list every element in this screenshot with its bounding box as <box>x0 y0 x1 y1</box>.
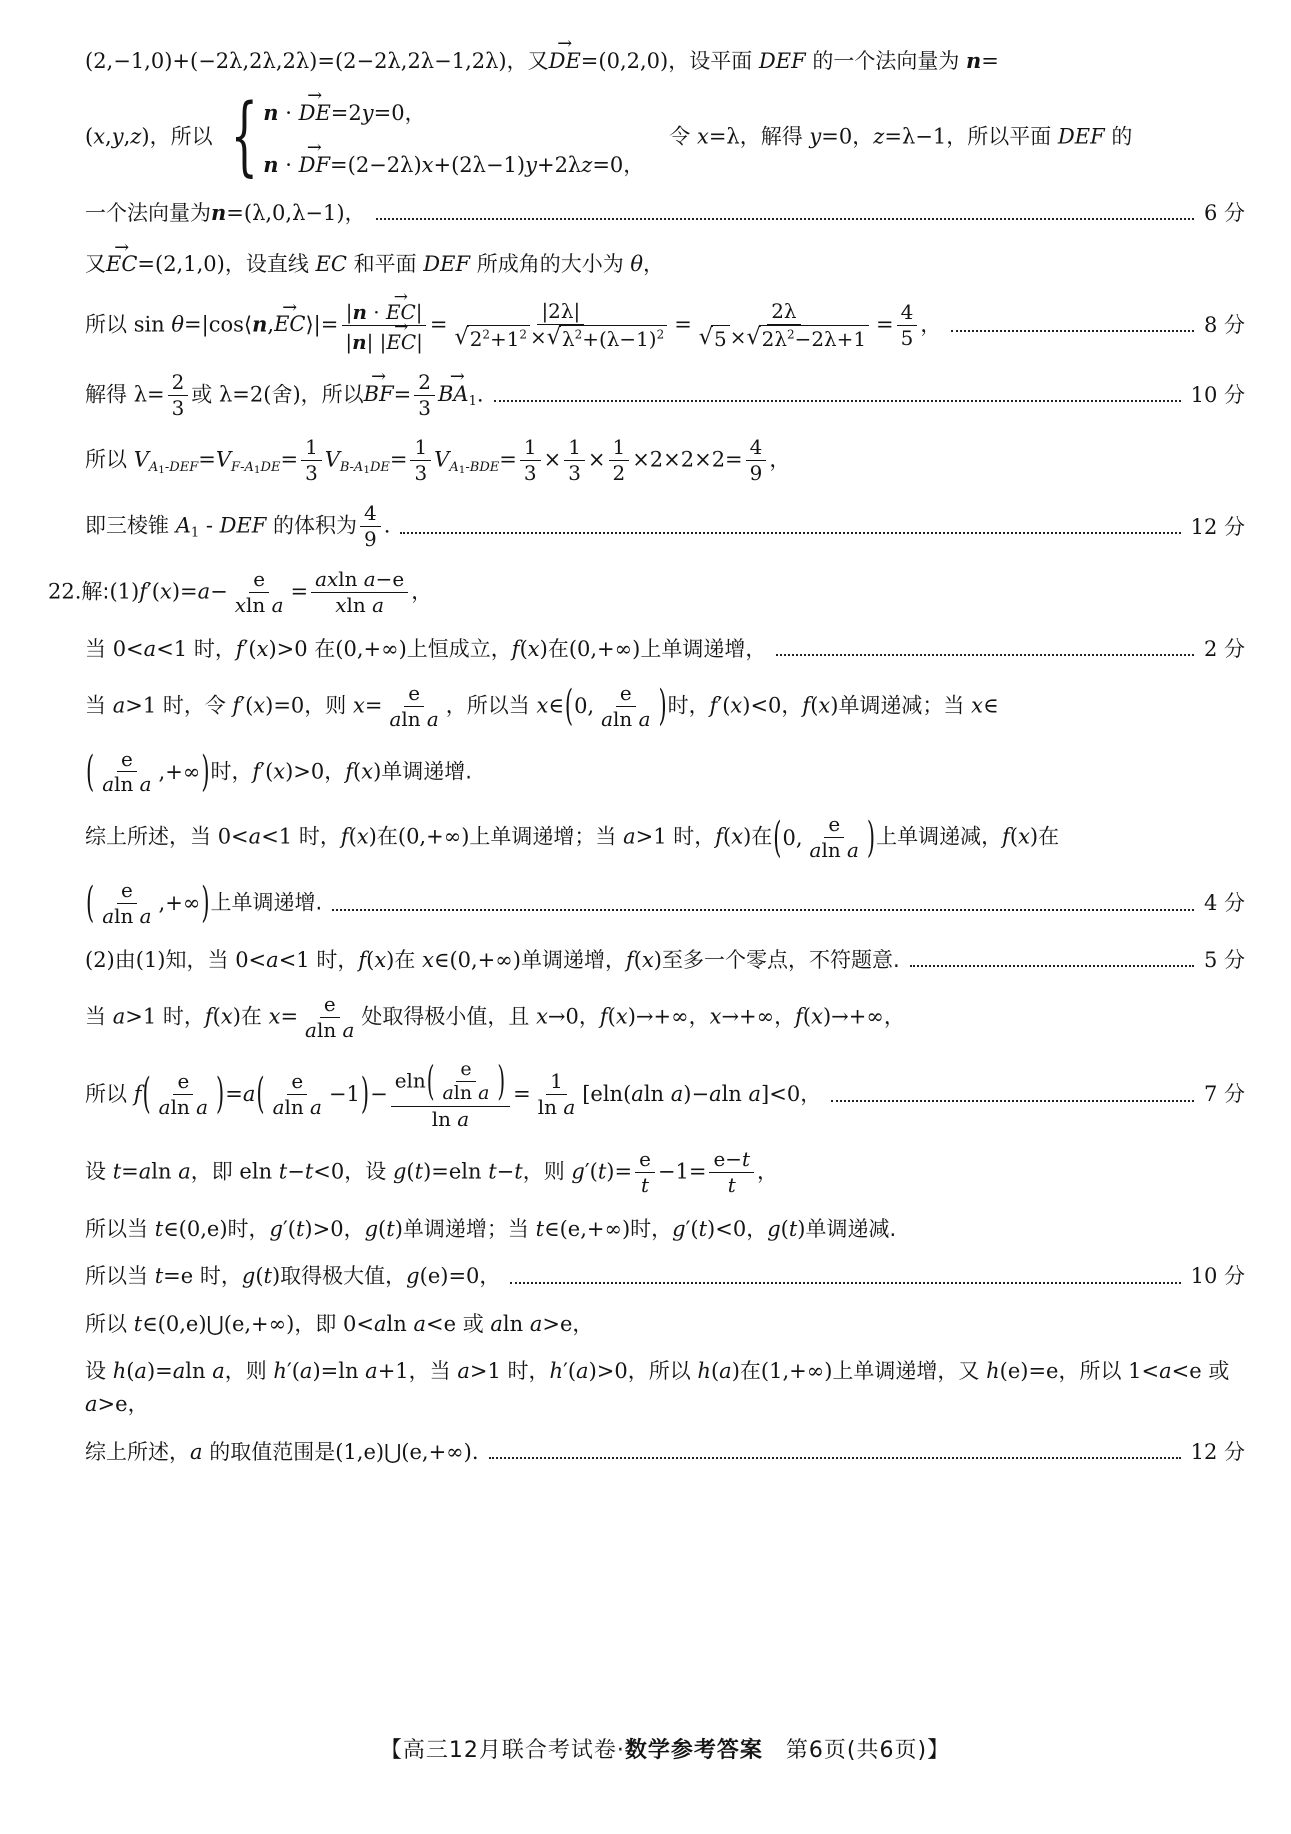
line-body: 解得 λ= $\frac{2}{3}$ 或 λ=2(舍)，所以→ BF= $\frac{2}{3}$ → $BA_1$. <box>85 370 484 421</box>
fraction: $\frac{e}{\text{aln a}}$ <box>442 1057 490 1105</box>
dotted-leader <box>494 400 1181 402</box>
fraction: $\frac{1}{\text{ln a}}$ <box>537 1069 576 1120</box>
fraction: $\frac{e}{\text{xln a}}$ <box>234 567 284 618</box>
solution-content <box>48 26 1245 1733</box>
equation-system: { n · → DE=2y=0， n · → DF=(2−2λ)x+(2λ−1)y+2λz=0， <box>217 93 645 182</box>
dotted-leader <box>332 909 1194 911</box>
score-label: 10 分 <box>1190 382 1245 407</box>
score-label: 2 分 <box>1203 637 1245 662</box>
line-body: (2)由(1)知，当 0<a<1 时，f(x)在 x∈(0,+∞)单调递增，f(x)至多一个零点，不符题意. <box>85 948 900 973</box>
score-label: 8 分 <box>1203 312 1245 337</box>
vector-arrow: → DE <box>299 97 331 130</box>
solution-line: (2,−1,0)+(−2λ,2λ,2λ)=(2−2λ,2λ−1,2λ)，又→ DE=(0,2,0)，设平面 DEF 的一个法向量为 n= <box>85 41 1245 78</box>
solution-line <box>85 296 1245 355</box>
page-footer <box>85 1733 1245 1764</box>
solution-line <box>85 501 1245 552</box>
fraction: $\frac{e}{t}$ <box>635 1147 655 1198</box>
fraction: $\frac{e}{\text{aln a}}$ <box>272 1069 322 1120</box>
fraction: $\frac{4}{5}$ <box>897 300 918 351</box>
vector-arrow: → EC <box>106 248 137 281</box>
line-body: 即三棱锥 $A_1$ - DEF 的体积为 $\frac{4}{9}$ . <box>85 501 391 552</box>
fraction: $\frac{e}{\text{aln a}}$ <box>158 1069 209 1120</box>
solution-line: 设 t=aln a，即 eln t−t<0，设 g(t)=eln t−t，则 g′(t)= $\frac{e}{t}$ −1= $\frac{e-t}{t}$ ， <box>85 1146 778 1197</box>
dotted-leader <box>489 1457 1181 1459</box>
fraction: $\frac{\text{axln a−e}}{\text{xln a}}$ <box>311 567 408 618</box>
fraction: $\frac{e}{\text{aln a}}$ <box>102 746 152 797</box>
score-label: 12 分 <box>1190 1439 1245 1464</box>
solution-line <box>85 1058 1245 1132</box>
vector-arrow: → $BA_1$ <box>438 378 477 411</box>
solution-line: 所以 $V_{A_1-DEF}=V_{F-A_1DE}=$ $\frac{1}{3}$ $V_{B-A_1DE}=$ $\frac{1}{3}$ $V_{A_1-BDE}=$ $\frac{1}{3}$ × $\frac{1}{3}$ × $\frac{1}{2}$ ×2×2×2= $\frac{4}{9}$ ， <box>85 435 791 486</box>
dotted-leader <box>510 1282 1180 1284</box>
solution-line: ( $\frac{e}{\text{aln a}}$ ,+∞ ) 时，f′(x)>0，f(x)单调递增. <box>86 746 472 797</box>
fraction: $\frac{e-t}{t}$ <box>709 1147 754 1198</box>
fraction: $\frac{4}{9}$ <box>746 435 767 486</box>
line-body: 所以当 t=e 时，g(t)取得极大值，g(e)=0， <box>85 1264 501 1289</box>
fraction: eln ( $\frac{e}{\text{aln a}}$ ) ln a <box>391 1058 510 1132</box>
footer-pre: 【高三12月联合考试卷· <box>379 1738 625 1763</box>
dotted-leader <box>400 532 1180 534</box>
score-label: 12 分 <box>1190 514 1245 539</box>
line-body: 当 0<a<1 时，f′(x)>0 在(0,+∞)上恒成立，f(x)在(0,+∞)上单调递增， <box>85 637 767 662</box>
score-label: 7 分 <box>1203 1082 1245 1107</box>
fraction: 2λ √ 5 × √ $2\lambda^2-2\lambda+1$ <box>695 299 873 352</box>
vector-arrow: → DE <box>549 45 581 78</box>
solution-line: 当 a>1 时，令 f′(x)=0，则 x= $\frac{e}{\text{aln a}}$ ，所以当 x∈ ( 0, $\frac{e}{\text{aln a}}$ ) 时，f′(x)<0，f(x)单调递减；当 x∈ <box>85 680 999 731</box>
solution-line: 所以当 t∈(0,e)时，g′(t)>0，g(t)单调递增；当 t∈(e,+∞)时，g′(t)<0，g(t)单调递减. <box>85 1216 897 1241</box>
radical: √ $2^2+1^2$ <box>454 325 530 352</box>
vector-arrow: → EC <box>386 330 416 355</box>
solution-line: 又→ EC=(2,1,0)，设直线 EC 和平面 DEF 所成角的大小为 θ， <box>85 244 1245 281</box>
score-label: 4 分 <box>1203 891 1245 916</box>
fraction: $\frac{e}{\text{aln a}}$ <box>809 812 859 863</box>
solution-line: 所以 t∈(0,e)⋃(e,+∞)，即 0<aln a<e 或 aln a>e， <box>85 1311 594 1336</box>
solution-line: 综上所述，当 0<a<1 时，f(x)在(0,+∞)上单调递增；当 a>1 时，f(x)在 ( 0, $\frac{e}{\text{aln a}}$ ) 上单调递减，f(x)在 <box>85 812 1060 863</box>
vector-arrow: → DF <box>299 149 330 182</box>
vector-arrow: → BF <box>364 378 394 411</box>
line-body: 一个法向量为n=(λ,0,λ−1)， <box>85 199 366 225</box>
solution-line <box>85 197 1245 230</box>
dotted-leader <box>951 330 1194 332</box>
solution-line <box>85 1436 1245 1469</box>
radical: √ $\lambda^2+(\lambda-1)^2$ <box>547 325 667 352</box>
score-label: 10 分 <box>1190 1264 1245 1289</box>
line-body: ( $\frac{e}{\text{aln a}}$ ,+∞ ) 上单调递增. <box>86 878 323 929</box>
score-label: 6 分 <box>1203 200 1245 225</box>
solution-line <box>85 878 1245 929</box>
fraction: $\frac{1}{3}$ <box>564 435 585 486</box>
solution-line <box>85 1260 1245 1293</box>
solution-line: 当 a>1 时，f(x)在 x= $\frac{e}{\text{aln a}}$ 处取得极小值，且 x→0，f(x)→+∞，x→+∞，f(x)→+∞， <box>85 991 905 1042</box>
vector-arrow: → EC <box>274 308 305 341</box>
dotted-leader <box>376 218 1194 220</box>
radical: √ 5 <box>699 325 730 352</box>
solution-line: (x,y,z)，所以 { n · → DE=2y=0， n · → DF=(2−2λ)x+(2λ−1)y+2λz=0， 令 x=λ，解得 y=0，z=λ−1，所以平面 DEF 的 <box>85 93 1245 182</box>
fraction: $\frac{1}{2}$ <box>609 435 630 486</box>
fraction: $\frac{e}{\text{aln a}}$ <box>601 680 651 731</box>
fraction: $\frac{e}{\text{aln a}}$ <box>389 680 439 731</box>
fraction: $\frac{4}{9}$ <box>360 501 381 552</box>
solution-line: 22.解:(1)f′(x)=a− $\frac{e}{\text{xln a}}$ = $\frac{\text{axln a−e}}{\text{xln a}}$ ， <box>48 567 433 618</box>
radical: √ $2\lambda^2-2\lambda+1$ <box>746 325 869 352</box>
fraction: $\frac{1}{3}$ <box>301 435 322 486</box>
line-body: 综上所述，a 的取值范围是(1,e)⋃(e,+∞). <box>85 1439 479 1464</box>
dotted-leader <box>776 654 1194 656</box>
fraction: $\frac{2}{3}$ <box>168 370 189 421</box>
footer-title: 数学参考答案 <box>624 1738 763 1763</box>
dotted-leader <box>831 1100 1194 1102</box>
solution-line <box>85 633 1245 666</box>
fraction: $\frac{1}{3}$ <box>520 435 541 486</box>
fraction: $\frac{1}{3}$ <box>410 435 431 486</box>
footer-post: 第6页(共6页)】 <box>762 1738 951 1763</box>
solution-line <box>85 370 1245 421</box>
line-body: 所以 sin θ=|cos⟨n,→ EC⟩|= $\frac{|n \cdot \to EC|}{|n| |\to EC|}$ = |2λ| √ $2^2+1^2$ × √ $\lambda^2+(\lambda-1)^2$ = 2λ √ 5 × √ $2\lambda^2-2\lambda+1$ = $\frac{4}{5}$ ， <box>85 296 941 355</box>
solution-line <box>85 944 1245 977</box>
fraction: $\frac{e}{\text{aln a}}$ <box>305 991 355 1042</box>
fraction: |2λ| √ $2^2+1^2$ × √ $\lambda^2+(\lambda-1)^2$ <box>450 299 671 352</box>
line-body: 所以 f ( $\frac{e}{\text{aln a}}$ ) =a ( $\frac{e}{\text{aln a}}$ −1 ) − eln ( $\frac{e}{\text{aln a}}$ ) ln a = $\frac{1}{\text{ln a}}$ [eln(aln a)−aln a]<0， <box>85 1056 822 1131</box>
dotted-leader <box>910 965 1194 967</box>
score-label: 5 分 <box>1203 948 1245 973</box>
fraction: $\frac{2}{3}$ <box>414 370 435 421</box>
solution-line: 设 h(a)=aln a，则 h′(a)=ln a+1，当 a>1 时，h′(a)>0，所以 h(a)在(1,+∞)上单调递增，又 h(e)=e，所以 1<a<e 或 a>e， <box>85 1359 1230 1416</box>
vector-arrow: → EC <box>386 300 416 325</box>
fraction: $\frac{|n \cdot \to EC|}{|n| |\to EC|}$ <box>341 296 427 355</box>
fraction: $\frac{e}{\text{aln a}}$ <box>102 878 152 929</box>
